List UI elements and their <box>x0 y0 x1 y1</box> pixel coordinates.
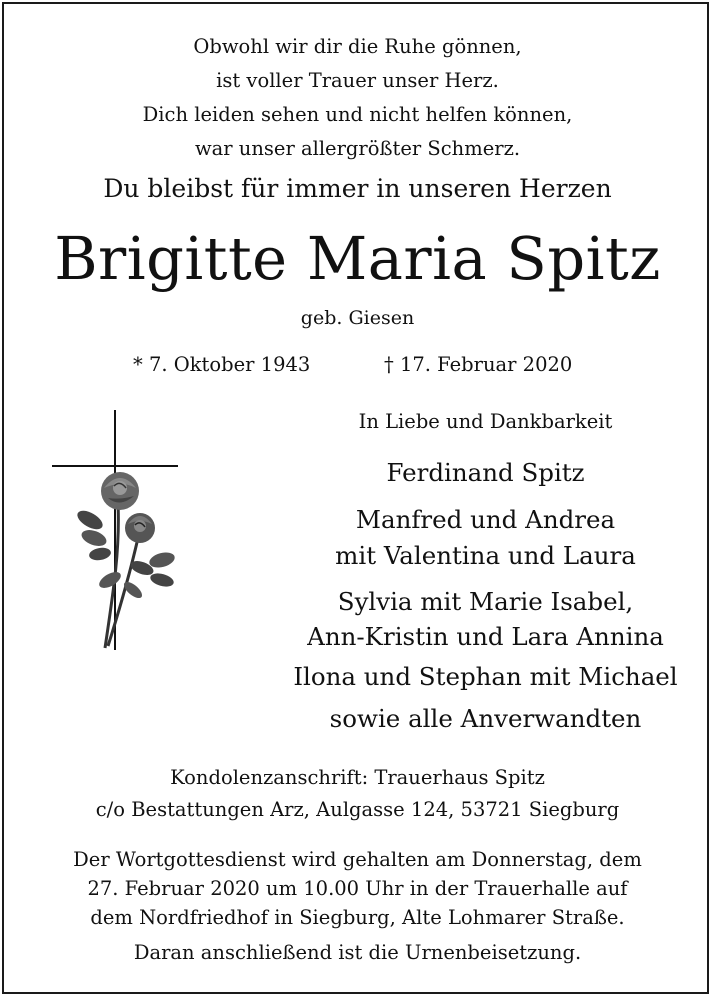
deceased-name: Brigitte Maria Spitz <box>54 224 661 293</box>
mourner-line: sowie alle Anverwandten <box>329 704 642 733</box>
mourner-line: Ferdinand Spitz <box>386 458 585 487</box>
address-line: Kondolenzanschrift: Trauerhaus Spitz <box>170 766 545 789</box>
mourner-line: Sylvia mit Marie Isabel, <box>337 587 634 616</box>
motto: Du bleibst für immer in unseren Herzen <box>103 174 612 203</box>
poem-line: ist voller Trauer unser Herz. <box>216 69 499 92</box>
address-line: c/o Bestattungen Arz, Aulgasse 124, 53721 Siegburg <box>95 798 620 821</box>
maiden-name: geb. Giesen <box>300 307 415 329</box>
mourners-intro: In Liebe und Dankbarkeit <box>358 410 613 433</box>
mourner-line: Ilona und Stephan mit Michael <box>293 662 678 691</box>
mourner-line: mit Valentina und Laura <box>335 541 636 570</box>
service-line: dem Nordfriedhof in Siegburg, Alte Lohmarer Straße. <box>90 906 625 929</box>
poem-line: Dich leiden sehen und nicht helfen können, <box>142 103 573 126</box>
poem-line: war unser allergrößter Schmerz. <box>194 137 521 160</box>
service-info <box>0 845 715 932</box>
mourner-line: Manfred und Andrea <box>355 505 616 534</box>
service-line: Der Wortgottesdienst wird gehalten am Donnerstag, dem <box>73 848 642 871</box>
service-line: 27. Februar 2020 um 10.00 Uhr in der Trauerhalle auf <box>87 877 628 900</box>
condolence-address <box>0 762 715 826</box>
birth-date: * 7. Oktober 1943 <box>133 353 311 376</box>
burial-info: Daran anschließend ist die Urnenbeisetzung. <box>133 941 582 964</box>
poem-line: Obwohl wir dir die Ruhe gönnen, <box>193 35 522 58</box>
mourner-line: Ann-Kristin und Lara Annina <box>307 622 664 651</box>
death-date: † 17. Februar 2020 <box>384 353 573 376</box>
poem <box>0 30 715 166</box>
